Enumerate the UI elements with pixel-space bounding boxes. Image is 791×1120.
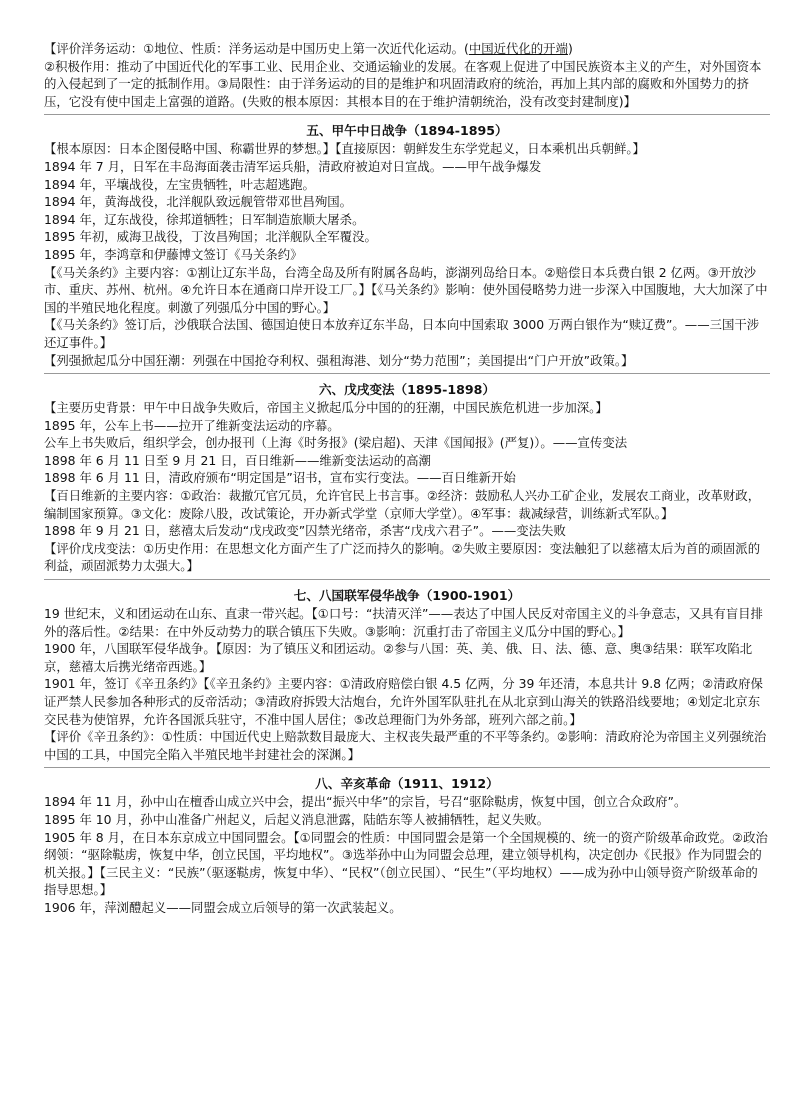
- divider: [44, 114, 770, 115]
- divider: [44, 579, 770, 580]
- line: 1895 年初，威海卫战役，丁汝昌殉国；北洋舰队全军覆没。: [44, 229, 377, 245]
- line: 【主要历史背景：甲午中日战争失败后，帝国主义掀起瓜分中国的的狂潮，中国民族危机进一步加深。】: [44, 400, 608, 416]
- section-jiawu: [44, 140, 770, 369]
- paragraph: ②积极作用：推动了中国近代化的军事工业、民用企业、交通运输业的发展。在客观上促进了中国民族资本主义的产生，对外国资本的入侵起到了一定的抵制作用。③局限性：由于洋务运动的目的是维护和巩固清政府的统治，再加上其内部的腐败和外国势力的挤压，它没有使中国走上富强的道路。(失败的根本原因：其根本目的在于维护清朝统治，没有改变封建制度)】: [44, 58, 762, 109]
- underlined-text: 中国近代化的开端: [468, 41, 568, 56]
- section-yangwu-evaluation: [44, 40, 770, 110]
- line: 1894 年，辽东战役，徐邦道牺牲；日军制造旅顺大屠杀。: [44, 211, 365, 227]
- line: 1894 年 11 月，孙中山在檀香山成立兴中会，提出“振兴中华”的宗旨，号召“驱除鞑虏，恢复中国，创立合众政府”。: [44, 794, 687, 810]
- line: 1895 年，公车上书——拉开了维新变法运动的序幕。: [44, 417, 340, 433]
- line: 【根本原因：日本企图侵略中国、称霸世界的梦想。】【直接原因：朝鲜发生东学党起义，日本乘机出兵朝鲜。】: [44, 141, 645, 157]
- line: 1894 年，平壤战役，左宝贵牺牲，叶志超逃跑。: [44, 176, 315, 192]
- divider: [44, 373, 770, 374]
- paragraph: 【评价洋务运动：①地位、性质：洋务运动是中国历史上第一次近代化运动。(中国近代化的开端): [44, 41, 573, 56]
- line: 1906 年，萍浏醴起义——同盟会成立后领导的第一次武装起义。: [44, 899, 402, 915]
- line: 1900 年，八国联军侵华战争。【原因：为了镇压义和团运动。②参与八国：英、美、俄、日、法、德、意、奥③结果：联军攻陷北京，慈禧太后携光绪帝西逃。】: [44, 641, 753, 674]
- section-baguo: [44, 605, 770, 763]
- divider: [44, 767, 770, 768]
- line: 【《马关条约》签订后，沙俄联合法国、德国迫使日本放弃辽东半岛，日本向中国索取 3000 万两白银作为“赎辽费”。——三国干涉还辽事件。】: [44, 317, 760, 350]
- line: 【评价《辛丑条约》：①性质：中国近代史上赔款数目最庞大、主权丧失最严重的不平等条约。②影响：清政府沦为帝国主义列强统治中国的工具，中国完全陷入半殖民地半封建社会的深渊。】: [44, 729, 767, 762]
- section-title-jiawu: 五、甲午中日战争（1894-1895）: [306, 123, 508, 139]
- section-wuxu: [44, 399, 770, 575]
- line: 1894 年 7 月，日军在丰岛海面袭击清军运兵船，清政府被迫对日宣战。——甲午战争爆发: [44, 158, 542, 174]
- line: 【《马关条约》主要内容：①割让辽东半岛，台湾全岛及所有附属各岛屿，澎湖列岛给日本。②赔偿日本兵费白银 2 亿两。③开放沙市、重庆、苏州、杭州。④允许日本在通商口岸开设工厂。】【《马关条约》影响：使外国侵略势力进一步深入中国腹地，大大加深了中国的半殖民地化程度。刺激了列强瓜分中国的野心。】: [44, 264, 768, 315]
- section-title-wuxu: 六、戊戌变法（1895-1898）: [318, 382, 496, 398]
- line: 1905 年 8 月，在日本东京成立中国同盟会。【①同盟会的性质：中国同盟会是第一个全国规模的、统一的资产阶级革命政党。②政治纲领：“驱除鞑虏，恢复中华，创立民国，平均地权”。③选举孙中山为同盟会总理，建立领导机构，决定创办《民报》作为同盟会的机关报。】【三民主义：“民族”（驱逐鞑虏，恢复中华）、“民权”（创立民国）、“民生”（平均地权）——成为孙中山领导资产阶级革命的指导思想。】: [44, 829, 768, 898]
- line: 1898 年 9 月 21 日，慈禧太后发动“戊戌政变”囚禁光绪帝，杀害“戊戌六君子”。——变法失败: [44, 523, 566, 539]
- line: 【列强掀起瓜分中国狂潮：列强在中国抢夺利权、强租海港、划分“势力范围”；美国提出“门户开放”政策。】: [44, 352, 634, 368]
- line: 1895 年 10 月，孙中山准备广州起义，后起义消息泄露，陆皓东等人被捕牺牲，起义失败。: [44, 811, 550, 827]
- section-title-xinhai: 八、辛亥革命（1911、1912）: [315, 776, 499, 792]
- section-title-baguo: 七、八国联军侵华战争（1900-1901）: [293, 588, 521, 604]
- document-page: [44, 40, 770, 917]
- section-xinhai: [44, 793, 770, 916]
- line: 19 世纪末，义和团运动在山东、直隶一带兴起。【①口号：“扶清灭洋”——表达了中国人民反对帝国主义的斗争意志，又具有盲目排外的落后性。②结果：在中外反动势力的联合镇压下失败。③影响：沉重打击了帝国主义瓜分中国的野心。】: [44, 606, 763, 639]
- line: 1895 年，李鸿章和伊藤博文签订《马关条约》: [44, 246, 303, 262]
- line: 1898 年 6 月 11 日，清政府颁布“明定国是”诏书，宣布实行变法。——百日维新开始: [44, 470, 516, 486]
- line: 公车上书失败后，组织学会，创办报刊（上海《时务报》(梁启超)、天津《国闻报》(严复)）。——宣传变法: [44, 435, 628, 451]
- line: 1894 年，黄海战役，北洋舰队致远舰管带邓世昌殉国。: [44, 194, 353, 210]
- line: 1901 年，签订《辛丑条约》【《辛丑条约》主要内容：①清政府赔偿白银 4.5 亿两，分 39 年还清，本息共计 9.8 亿两；②清政府保证严禁人民参加各种形式的反帝活动；③清政府拆毁大沽炮台，允许外国军队驻扎在从北京到山海关的铁路沿线要地；④划定北京东交民巷为使馆界，允许各国派兵驻守，不准中国人居住；⑤改总理衙门为外务部，班列六部之前。】: [44, 676, 763, 727]
- line: 【百日维新的主要内容：①政治：裁撤冗官冗员，允许官民上书言事。②经济：鼓励私人兴办工矿企业，发展农工商业，改革财政，编制国家预算。③文化：废除八股，改试策论，开办新式学堂（京师大学堂）。④军事：裁减绿营，训练新式军队。】: [44, 488, 761, 521]
- line: 1898 年 6 月 11 日至 9 月 21 日，百日维新——维新变法运动的高潮: [44, 452, 431, 468]
- line: 【评价戊戌变法：①历史作用：在思想文化方面产生了广泛而持久的影响。②失败主要原因：变法触犯了以慈禧太后为首的顽固派的利益，顽固派势力太强大。】: [44, 540, 761, 574]
